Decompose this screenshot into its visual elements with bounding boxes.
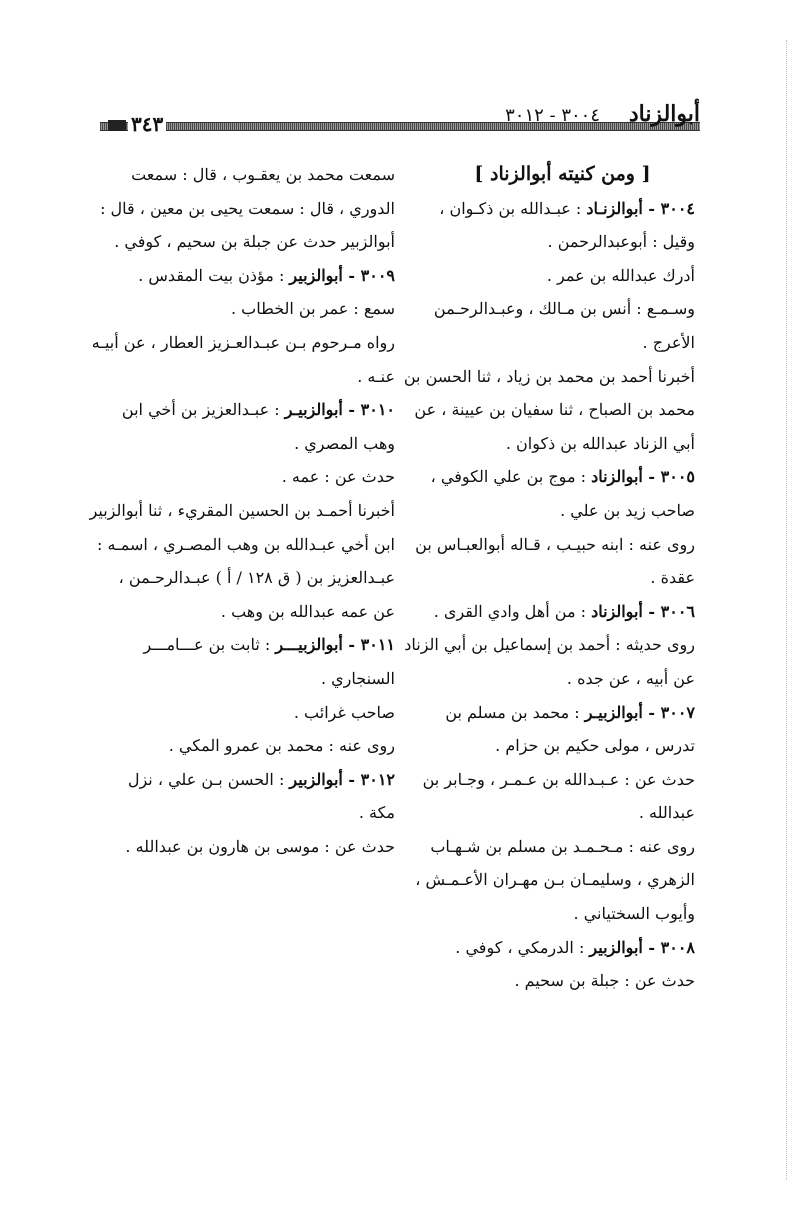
entry-3010-line-4: أخبرنا أحمـد بن الحسين المقريء ، ثنا أبوالزبير (89, 500, 395, 520)
entry-number: ٣٠٠٥ (660, 467, 695, 487)
entry-dash: - (642, 937, 661, 957)
entry-name: أبوالزبير (589, 937, 643, 957)
entry-3004-line-3: أدرك عبدالله بن عمر . (546, 265, 695, 285)
entry-range: ٣٠٠٤ - ٣٠١٢ (505, 105, 600, 126)
entry-dash: - (342, 635, 361, 655)
entry-3007-line-6: الزهري ، وسليمـان بـن مهـران الأعـمـش ، (415, 870, 695, 890)
entry-dash: - (642, 601, 661, 621)
entry-dash: - (342, 400, 361, 420)
entry-number: ٣٠١١ (360, 635, 395, 655)
entry-3011-line-4: روى عنه : محمد بن عمرو المكي . (168, 736, 395, 756)
continuation-line-1: سمعت محمد بن يعقـوب ، قال : سمعت (131, 165, 395, 184)
entry-number: ٣٠٠٨ (660, 937, 695, 957)
entry-dash: - (642, 702, 661, 722)
entry-text: : ثابت بن عـــامـــر (143, 635, 276, 655)
entry-3005-line-1 (400, 460, 695, 494)
entry-3008-line-2: حدث عن : جبلة بن سحيم . (514, 971, 695, 991)
entry-number: ٣٠١٠ (360, 400, 395, 420)
entry-3004-line-4: وسـمـع : أنس بن مـالك ، وعبـدالرحـمن (433, 299, 695, 319)
entry-3004-line-8: أبي الزناد عبدالله بن ذكوان . (505, 433, 695, 453)
header-rule (100, 122, 700, 131)
entry-name: أبوالزناد (591, 601, 643, 621)
entry-name: أبوالزبير (289, 265, 343, 285)
entry-3010-line-3: حدث عن : عمه . (281, 467, 395, 487)
entry-dash: - (642, 198, 661, 218)
entry-name: أبوالزبيـر (584, 702, 643, 722)
entry-3011-line-2: السنجاري . (320, 668, 395, 688)
entry-3009-line-1 (100, 259, 395, 293)
entry-number: ٣٠٠٦ (660, 601, 695, 621)
section-heading: [ ومن كنيته أبوالزناد ] (474, 163, 651, 185)
entry-text: : عبـدالعزيز بن أخي ابن (121, 400, 285, 420)
entry-text: : الدرمكي ، كوفي . (455, 937, 590, 957)
entry-3009-line-4: عنـه . (357, 366, 395, 386)
entry-3010-line-2: وهب المصري . (294, 433, 395, 453)
entry-dash: - (342, 769, 361, 789)
entry-3007-line-1 (400, 696, 695, 730)
entry-3007-line-3: حدث عن : عـبـدالله بن عـمـر ، وجـابر بن (422, 769, 695, 789)
page-number: ٣٤٣ (128, 112, 166, 136)
entry-3006-line-3: عن أبيه ، عن جده . (566, 668, 695, 688)
entry-3010-line-5: ابن أخي عبـدالله بن وهب المصـري ، اسمـه : (96, 534, 395, 554)
entry-3010-line-6: عبـدالعزيز بن ( ق ١٢٨ / أ ) عبـدالرحـمن ، (118, 568, 395, 588)
entry-3007-line-5: روى عنه : مـحـمـد بن مسلم بن شـهـاب (430, 836, 695, 856)
entry-name: أبوالزبيـــر (275, 635, 343, 655)
entry-3008-line-1 (400, 931, 695, 965)
entry-3012-line-1 (100, 763, 395, 797)
entry-3006-line-2: روى حديثه : أحمد بن إسماعيل بن أبي الزناد (404, 635, 695, 655)
entry-3004-line-1 (400, 192, 695, 226)
entry-text: : من أهل وادي القرى . (433, 601, 592, 621)
entry-3011-line-3: صاحب غرائب . (293, 702, 395, 722)
entry-3009-line-2: سمع : عمر بن الخطاب . (230, 299, 395, 319)
entry-number: ٣٠٠٩ (360, 265, 395, 285)
continuation-line-2: الدوري ، قال : سمعت يحيى بن معين ، قال : (100, 198, 395, 218)
entry-3011-line-1 (100, 628, 395, 662)
entry-number: ٣٠٠٤ (660, 198, 695, 218)
entry-dash: - (642, 467, 661, 487)
entry-3005-line-3: روى عنه : ابنه حبيـب ، قـاله أبوالعبـاس بن (415, 534, 695, 554)
entry-text: : موج بن علي الكوفي ، (430, 467, 592, 487)
entry-number: ٣٠١٢ (360, 769, 395, 789)
entry-name: أبوالزنـاد (586, 198, 643, 218)
entry-text: : مؤذن بيت المقدس . (138, 265, 290, 285)
entry-3007-line-7: وأيوب السختياني . (573, 904, 695, 924)
entry-3004-line-6: أخبرنا أحمد بن محمد بن زياد ، ثنا الحسن بن (403, 366, 695, 386)
scan-edge-line (786, 40, 787, 1180)
header-rule-end-mark (108, 120, 126, 131)
entry-3005-line-2: صاحب زيد بن علي . (560, 500, 695, 520)
entry-3007-line-4: عبدالله . (638, 803, 695, 823)
entry-3007-line-2: تدرس ، مولى حكيم بن حزام . (495, 736, 695, 756)
entry-3004-line-2: وقيل : أبوعبدالرحمن . (547, 232, 695, 252)
entry-3012-line-3: حدث عن : موسى بن هارون بن عبدالله . (125, 836, 395, 856)
entry-3010-line-7: عن عمه عبدالله بن وهب . (220, 601, 395, 621)
entry-text: : عبـدالله بن ذكـوان ، (439, 198, 587, 218)
left-column (89, 158, 395, 863)
entry-text: : الحسن بـن علي ، نزل (127, 769, 290, 789)
entry-3009-line-3: رواه مـرحوم بـن عبـدالعـزيز العطار ، عن أبيـه (91, 332, 395, 352)
entry-text: : محمد بن مسلم بن (445, 702, 585, 722)
entry-3006-line-1 (400, 595, 695, 629)
continuation-line-3: أبوالزبير حدث عن جبلة بن سحيم ، كوفي . (114, 232, 395, 252)
entry-3005-line-4: عقدة . (650, 568, 695, 588)
entry-name: أبوالزناد (591, 467, 643, 487)
entry-dash: - (342, 265, 361, 285)
entry-3010-line-1 (100, 393, 395, 427)
entry-3004-line-5: الأعرج . (642, 332, 695, 352)
entry-3004-line-7: محمد بن الصباح ، ثنا سفيان بن عيينة ، عن (414, 400, 695, 420)
right-column (400, 158, 695, 998)
entry-3012-line-2: مكة . (358, 803, 395, 823)
page-header (100, 100, 700, 140)
entry-name: أبوالزبيـر (284, 400, 343, 420)
running-title: أبوالزناد (628, 101, 700, 127)
entry-name: أبوالزبير (289, 769, 343, 789)
entry-number: ٣٠٠٧ (660, 702, 695, 722)
